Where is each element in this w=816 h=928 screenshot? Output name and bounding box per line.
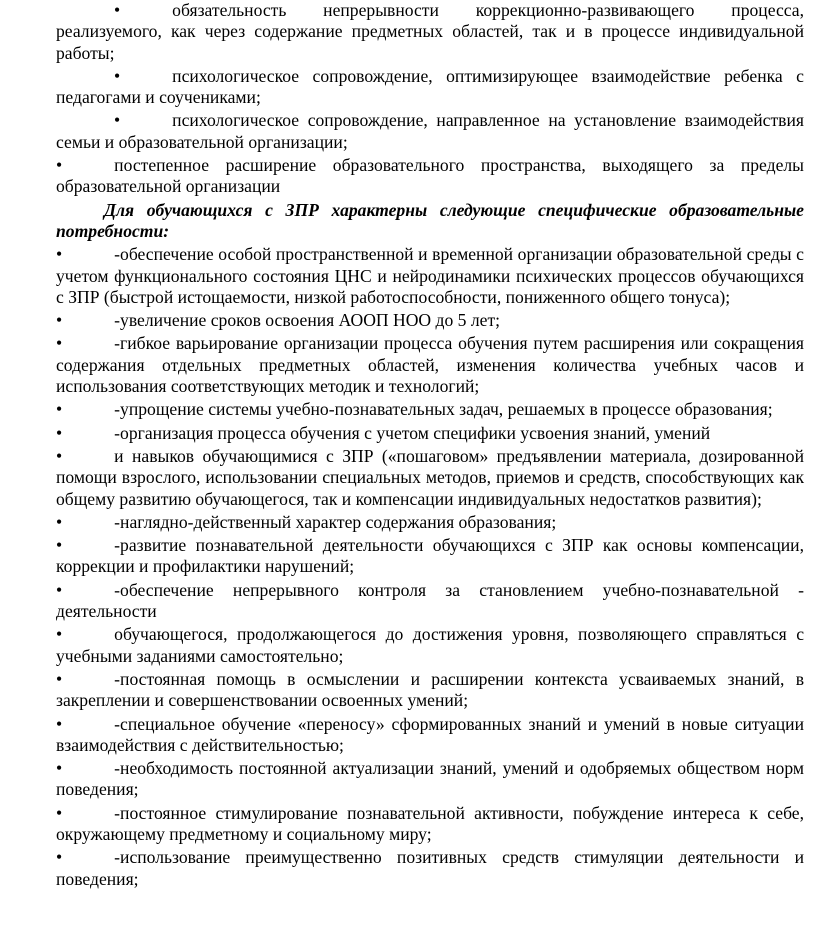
bullet: • bbox=[56, 802, 63, 823]
need-item bbox=[56, 512, 804, 533]
need-item bbox=[56, 803, 804, 846]
bullet: • bbox=[56, 422, 63, 443]
section-heading: Для обучающихся с ЗПР характерны следующие специфические образовательные потребности: bbox=[56, 199, 804, 241]
bullet: • bbox=[56, 579, 63, 600]
document-page bbox=[56, 0, 804, 892]
bullet: • bbox=[56, 535, 63, 556]
bullet: • bbox=[56, 847, 63, 868]
need-item bbox=[56, 669, 804, 712]
need-item-text: -упрощение системы учебно-познавательных задач, решаемых в процессе образования; bbox=[114, 399, 773, 420]
bullet: • bbox=[114, 110, 121, 131]
bullet: • bbox=[56, 333, 63, 354]
bullet: • bbox=[114, 65, 121, 86]
bullet: • bbox=[56, 713, 63, 734]
need-item bbox=[56, 310, 804, 331]
intro-item-text: психологическое сопровождение, направленное на установление взаимодействия семьи и образовательной организации; bbox=[56, 110, 804, 152]
bullet: • bbox=[56, 244, 63, 265]
need-item-text: -использование преимущественно позитивных средств стимуляции деятельности и поведения; bbox=[56, 847, 804, 889]
bullet: • bbox=[114, 0, 121, 20]
need-item-text: -развитие познавательной деятельности обучающихся с ЗПР как основы компенсации, коррекции и профилактики нарушений; bbox=[56, 535, 804, 577]
intro-item-3 bbox=[56, 110, 804, 153]
bullet: • bbox=[56, 445, 63, 466]
intro-item-text: постепенное расширение образовательного пространства, выходящего за пределы образовательной организации bbox=[56, 155, 804, 197]
intro-item-text: обязательность непрерывности коррекционно-развивающего процесса, реализуемого, как через содержание предметных областей, так и в процессе индивидуальной работы; bbox=[56, 0, 804, 63]
bullet: • bbox=[56, 624, 63, 645]
need-item bbox=[56, 399, 804, 420]
need-item-text: обучающегося, продолжающегося до достижения уровня, позволяющего справляться с учебными заданиями самостоятельно; bbox=[56, 624, 804, 666]
need-item-text: -специальное обучение «переносу» сформированных знаний и умений в новые ситуации взаимодействия с действительностью; bbox=[56, 713, 804, 755]
need-item-text: -гибкое варьирование организации процесса обучения путем расширения или сокращения содержания отдельных предметных областей, изменения количества учебных часов и использования соответствующих методик и технологий; bbox=[56, 333, 804, 397]
need-item bbox=[56, 758, 804, 801]
bullet: • bbox=[56, 399, 63, 420]
need-item bbox=[56, 446, 804, 510]
need-item-text: -организация процесса обучения с учетом специфики усвоения знаний, умений bbox=[114, 422, 711, 443]
need-item-text: -обеспечение непрерывного контроля за становлением учебно-познавательной - деятельности bbox=[56, 579, 804, 622]
need-item-text: и навыков обучающимися с ЗПР («пошаговом» предъявлении материала, дозированной помощи взрослого, использовании специальных методов, приемов и средств, способствующих как общему развитию обучающегося, так и компенсации индивидуальных недостатков развития); bbox=[56, 445, 804, 509]
intro-item-1 bbox=[56, 0, 804, 64]
intro-item-text: психологическое сопровождение, оптимизирующее взаимодействие ребенка с педагогами и соучениками; bbox=[56, 65, 804, 108]
need-item bbox=[56, 244, 804, 308]
intro-item-4 bbox=[56, 155, 804, 198]
need-item bbox=[56, 847, 804, 890]
need-item bbox=[56, 580, 804, 623]
need-item bbox=[56, 714, 804, 757]
bullet: • bbox=[56, 668, 63, 689]
need-item-text: -постоянная помощь в осмыслении и расширении контекста усваиваемых знаний, в закреплении и совершенствовании освоенных умений; bbox=[56, 668, 804, 711]
need-item bbox=[56, 423, 804, 444]
need-item-text: -обеспечение особой пространственной и временной организации образовательной среды с учетом функционального состояния ЦНС и нейродинамики психических процессов обучающихся с ЗПР (быстрой истощаемости, низкой работоспособности, пониженного общего тонуса); bbox=[56, 244, 804, 307]
need-item-text: -необходимость постоянной актуализации знаний, умений и одобряемых обществом норм поведения; bbox=[56, 758, 804, 800]
need-item-text: -увеличение сроков освоения АООП НОО до 5 лет; bbox=[114, 310, 501, 331]
need-item-text: -постоянное стимулирование познавательной активности, побуждение интереса к себе, окружающему предметному и социальному миру; bbox=[56, 802, 804, 844]
need-item bbox=[56, 333, 804, 397]
need-item bbox=[56, 624, 804, 667]
bullet: • bbox=[56, 310, 63, 331]
bullet: • bbox=[56, 155, 63, 176]
bullet: • bbox=[56, 758, 63, 779]
need-item-text: -наглядно-действенный характер содержания образования; bbox=[114, 511, 557, 532]
need-item bbox=[56, 535, 804, 578]
intro-item-2 bbox=[56, 66, 804, 109]
bullet: • bbox=[56, 511, 63, 532]
